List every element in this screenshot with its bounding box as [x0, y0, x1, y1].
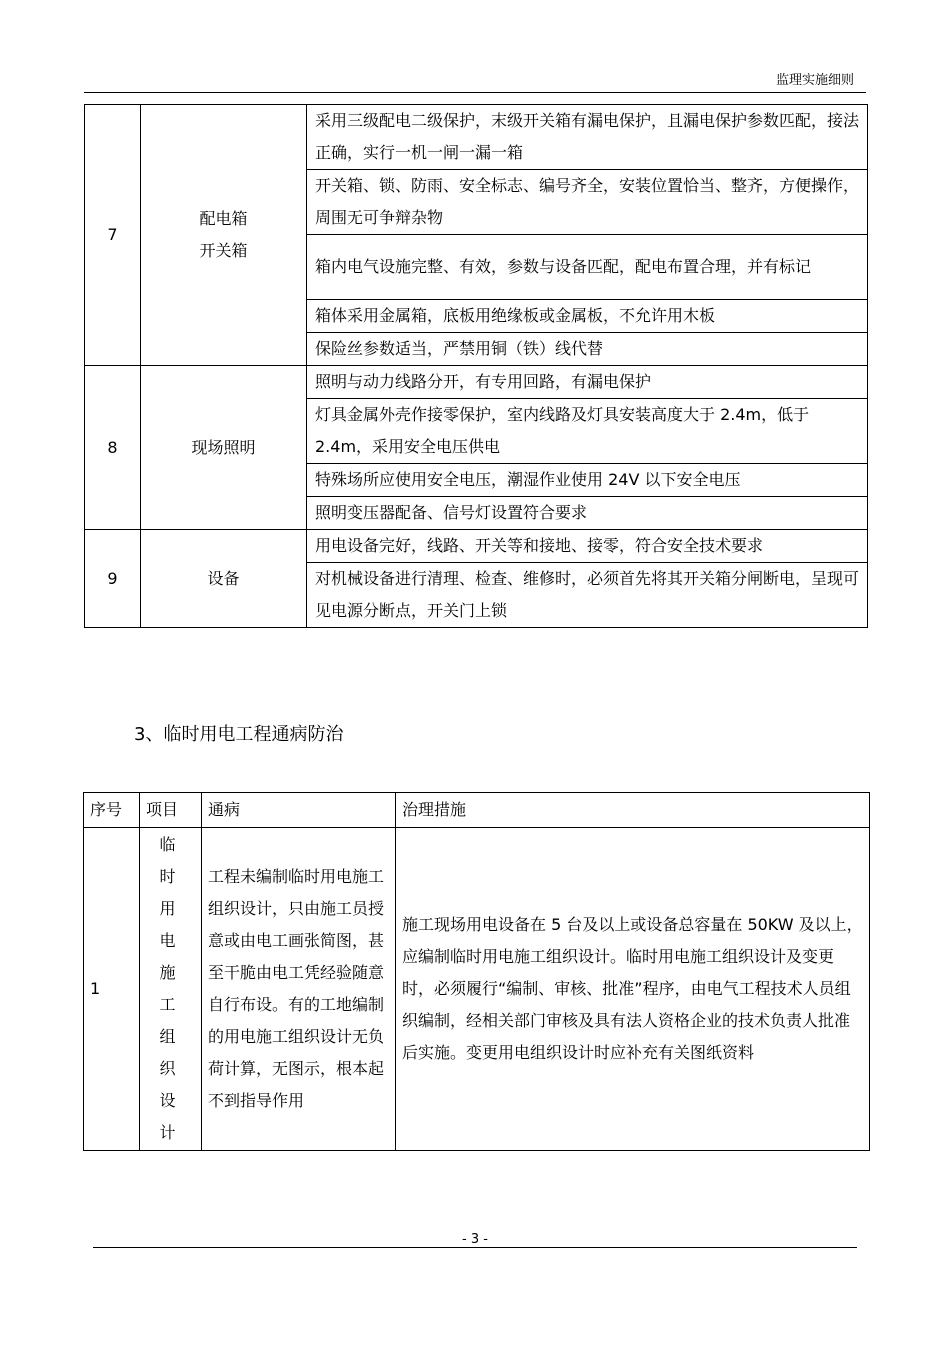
common-problems-table: [83, 792, 870, 1151]
section-title: 3、临时用电工程通病防治: [134, 724, 344, 745]
column-header: 项目: [140, 793, 202, 828]
item-name-line: 开关箱: [199, 241, 248, 260]
column-header: 通病: [202, 793, 396, 828]
row-number: 1: [84, 828, 140, 1151]
requirement-cell: 箱体采用金属箱，底板用绝缘板或金属板，不允许用木板: [307, 300, 868, 333]
requirement-cell: 用电设备完好，线路、开关等和接地、接零，符合安全技术要求: [307, 530, 868, 563]
item-name-line: 配电箱: [199, 209, 248, 228]
item-name: 临时用电施工组织设计: [140, 828, 202, 1151]
item-name: [141, 530, 307, 628]
header-divider: [84, 92, 866, 93]
table-row: [85, 530, 868, 563]
table-header-row: [84, 793, 870, 828]
column-header: 治理措施: [396, 793, 870, 828]
requirement-cell: 灯具金属外壳作接零保护，室内线路及灯具安装高度大于 2.4m，低于 2.4m，采用安全电压供电: [307, 399, 868, 464]
table-row: [84, 828, 870, 1151]
requirement-cell: 特殊场所应使用安全电压，潮湿作业使用 24V 以下安全电压: [307, 464, 868, 497]
column-header: 序号: [84, 793, 140, 828]
requirement-cell: 采用三级配电二级保护，末级开关箱有漏电保护，且漏电保护参数匹配，接法正确，实行一机一闸一漏一箱: [307, 105, 868, 170]
requirement-cell: 箱内电气设施完整、有效，参数与设备匹配，配电布置合理，并有标记: [307, 235, 868, 300]
footer-divider: [93, 1247, 857, 1248]
item-name: [141, 366, 307, 530]
row-number: 7: [85, 105, 141, 366]
table-row: [85, 366, 868, 399]
requirement-cell: 开关箱、锁、防雨、安全标志、编号齐全，安装位置恰当、整齐，方便操作，周围无可争辩杂物: [307, 170, 868, 235]
row-number: 8: [85, 366, 141, 530]
document-header-title: 监理实施细则: [775, 73, 854, 88]
table-row: [85, 105, 868, 170]
item-name-line: 设备: [207, 568, 240, 588]
problem-cell: 工程未编制临时用电施工组织设计，只由施工员授意或由电工画张简图，甚至干脆由电工凭经验随意自行布设。有的工地编制的用电施工组织设计无负荷计算，无图示，根本起不到指导作用: [202, 828, 396, 1151]
row-number: 9: [85, 530, 141, 628]
measure-cell: 施工现场用电设备在 5 台及以上或设备总容量在 50KW 及以上，应编制临时用电施工组织设计。临时用电施工组织设计及变更时，必须履行“编制、审核、批准”程序，由电气工程技术人员组织编制，经相关部门审核及具有法人资格企业的技术负责人批准后实施。变更用电组织设计时应补充有关图纸资料: [396, 828, 870, 1151]
page-number: - 3 -: [462, 1232, 488, 1247]
requirement-cell: 照明与动力线路分开，有专用回路，有漏电保护: [307, 366, 868, 399]
requirement-cell: 对机械设备进行清理、检查、维修时，必须首先将其开关箱分闸断电，呈现可见电源分断点，开关门上锁: [307, 563, 868, 628]
item-name: [141, 105, 307, 366]
item-name-line: 现场照明: [191, 437, 256, 457]
requirement-cell: 照明变压器配备、信号灯设置符合要求: [307, 497, 868, 530]
inspection-requirements-table: [84, 104, 868, 628]
requirement-cell: 保险丝参数适当，严禁用铜（铁）线代替: [307, 333, 868, 366]
